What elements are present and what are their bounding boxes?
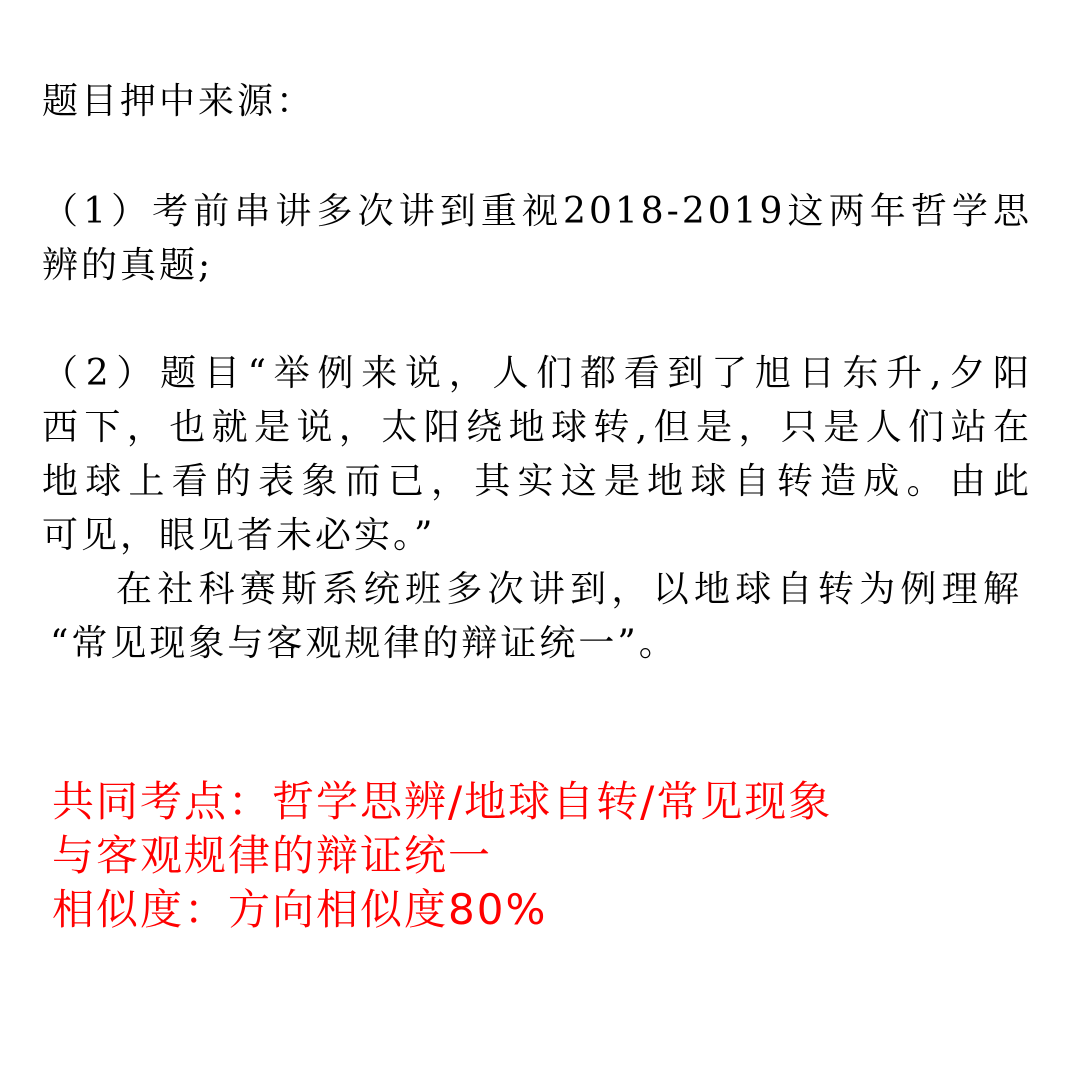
summary-line1: 共同考点：哲学思辨/地球自转/常见现象 <box>52 777 833 826</box>
item2-line3: 地球上看的表象而已，其实这是地球自转造成。由此 <box>42 461 1032 502</box>
summary-line2: 与客观规律的辩证统一 <box>52 831 493 880</box>
item2-line4: 可见，眼见者未必实。” <box>42 515 436 556</box>
item1-line2: 辨的真题; <box>42 245 214 286</box>
summary-line3: 相似度：方向相似度80% <box>52 885 548 934</box>
heading: 题目押中来源： <box>42 81 316 122</box>
item2-line5: 在社科赛斯系统班多次讲到，以地球自转为例理解 <box>116 569 1022 610</box>
item1-line1: （1）考前串讲多次讲到重视2018-2019这两年哲学思 <box>42 191 1032 232</box>
item2-line1: （2）题目“举例来说，人们都看到了旭日东升,夕阳 <box>42 353 1032 394</box>
item2-line6: “常见现象与客观规律的辩证统一”。 <box>50 623 678 664</box>
item2-line2: 西下，也就是说，太阳绕地球转,但是，只是人们站在 <box>42 407 1032 448</box>
